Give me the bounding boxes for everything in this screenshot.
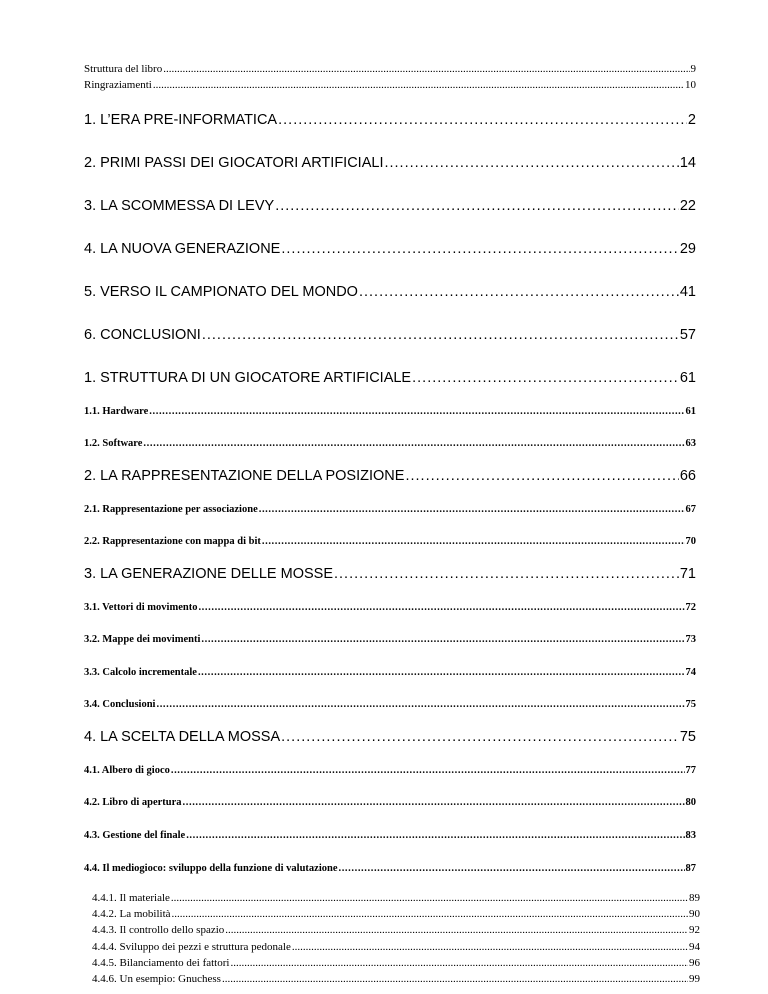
toc-subsection-entry[interactable] [88, 957, 700, 969]
toc-entry-title: 4.1. Albero di gioco [84, 765, 170, 776]
toc-subsection-entry[interactable] [88, 908, 700, 920]
toc-entry-page-number: 90 [689, 908, 700, 920]
toc-chapter-entry[interactable] [84, 729, 696, 745]
toc-front-entry[interactable] [84, 63, 696, 75]
toc-subsection-entry[interactable] [88, 924, 700, 936]
toc-entry-title: 2. PRIMI PASSI DEI GIOCATORI ARTIFICIALI [84, 155, 384, 171]
toc-section-entry[interactable] [84, 438, 696, 449]
toc-entry-title: 3.4. Conclusioni [84, 699, 156, 710]
toc-entry-page-number: 29 [679, 241, 696, 257]
toc-entry-page-number: 89 [689, 892, 700, 904]
toc-dot-leader [222, 973, 688, 985]
toc-dot-leader [163, 63, 689, 75]
toc-dot-leader [334, 566, 679, 582]
toc-entry-page-number: 87 [685, 863, 696, 874]
toc-entry-page-number: 14 [679, 155, 696, 171]
toc-entry-page-number: 83 [685, 830, 696, 841]
toc-dot-leader [281, 241, 679, 257]
toc-chapter-entry[interactable] [84, 566, 696, 582]
toc-dot-leader [225, 924, 688, 936]
toc-entry-title: 4.4.4. Sviluppo dei pezzi e struttura pedonale [92, 941, 291, 953]
toc-dot-leader [292, 941, 688, 953]
toc-entry-title: Ringraziamenti [84, 79, 152, 91]
toc-subsection-entry[interactable] [88, 941, 700, 953]
toc-section-entry[interactable] [84, 536, 696, 547]
toc-dot-leader [153, 79, 684, 91]
toc-section-entry[interactable] [84, 830, 696, 841]
toc-dot-leader [171, 892, 688, 904]
toc-entry-title: 3. LA SCOMMESSA DI LEVY [84, 198, 275, 214]
toc-entry-title: 2. LA RAPPRESENTAZIONE DELLA POSIZIONE [84, 468, 405, 484]
toc-subsection-entry[interactable] [88, 892, 700, 904]
toc-dot-leader [412, 370, 679, 386]
toc-entry-page-number: 71 [679, 566, 696, 582]
toc-dot-leader [405, 468, 678, 484]
toc-front-entry[interactable] [84, 79, 696, 91]
toc-dot-leader [198, 667, 685, 678]
toc-entry-title: 4.4.3. Il controllo dello spazio [92, 924, 225, 936]
toc-chapter-entry[interactable] [84, 112, 696, 128]
toc-dot-leader [278, 112, 687, 128]
toc-entry-title: 4.4.1. Il materiale [92, 892, 170, 904]
toc-dot-leader [156, 699, 684, 710]
toc-entry-title: 1.2. Software [84, 438, 143, 449]
toc-entry-title: 2.1. Rappresentazione per associazione [84, 504, 258, 515]
toc-section-entry[interactable] [84, 602, 696, 613]
toc-entry-title: 3.3. Calcolo incrementale [84, 667, 197, 678]
toc-entry-title: 1. L’ERA PRE-INFORMATICA [84, 112, 278, 128]
toc-entry-title: 6. CONCLUSIONI [84, 327, 201, 343]
toc-section-entry[interactable] [84, 667, 696, 678]
toc-section-entry[interactable] [84, 406, 696, 417]
toc-entry-page-number: 74 [685, 667, 696, 678]
toc-entry-page-number: 61 [679, 370, 696, 386]
toc-subsection-entry[interactable] [88, 973, 700, 985]
toc-dot-leader [259, 504, 685, 515]
toc-entry-title: 3.1. Vettori di movimento [84, 602, 198, 613]
toc-chapter-entry[interactable] [84, 284, 696, 300]
toc-entry-page-number: 66 [679, 468, 696, 484]
toc-entry-page-number: 9 [690, 63, 696, 75]
toc-dot-leader [198, 602, 684, 613]
toc-entry-title: 4.2. Libro di apertura [84, 797, 182, 808]
toc-entry-page-number: 94 [689, 941, 700, 953]
toc-entry-title: 4.4.2. La mobilità [92, 908, 171, 920]
toc-dot-leader [338, 863, 684, 874]
toc-entry-page-number: 2 [687, 112, 696, 128]
toc-entry-title: 1. STRUTTURA DI UN GIOCATORE ARTIFICIALE [84, 370, 412, 386]
toc-entry-title: 4.4.5. Bilanciamento dei fattori [92, 957, 230, 969]
toc-entry-page-number: 63 [685, 438, 696, 449]
toc-dot-leader [202, 327, 679, 343]
toc-entry-page-number: 99 [689, 973, 700, 985]
toc-dot-leader [275, 198, 679, 214]
toc-entry-page-number: 80 [685, 797, 696, 808]
toc-dot-leader [359, 284, 679, 300]
toc-entry-page-number: 75 [685, 699, 696, 710]
toc-dot-leader [281, 729, 679, 745]
toc-entry-page-number: 75 [679, 729, 696, 745]
toc-dot-leader [230, 957, 688, 969]
toc-entry-title: Struttura del libro [84, 63, 163, 75]
toc-entry-page-number: 70 [685, 536, 696, 547]
toc-entry-page-number: 61 [685, 406, 696, 417]
toc-entry-title: 4.4.6. Un esempio: Gnuchess [92, 973, 221, 985]
toc-section-entry[interactable] [84, 634, 696, 645]
toc-entry-page-number: 57 [679, 327, 696, 343]
toc-dot-leader [384, 155, 678, 171]
toc-dot-leader [183, 797, 685, 808]
toc-entry-page-number: 67 [685, 504, 696, 515]
toc-entry-title: 4.4. Il mediogioco: sviluppo della funzione di valutazione [84, 863, 338, 874]
toc-entry-title: 2.2. Rappresentazione con mappa di bit [84, 536, 261, 547]
toc-entry-page-number: 96 [689, 957, 700, 969]
toc-dot-leader [149, 406, 684, 417]
toc-chapter-entry[interactable] [84, 370, 696, 386]
toc-entry-title: 4.3. Gestione del finale [84, 830, 186, 841]
toc-entry-title: 3. LA GENERAZIONE DELLE MOSSE [84, 566, 333, 582]
toc-entry-page-number: 77 [685, 765, 696, 776]
toc-section-entry[interactable] [84, 504, 696, 515]
toc-entry-page-number: 72 [685, 602, 696, 613]
toc-entry-title: 4. LA NUOVA GENERAZIONE [84, 241, 281, 257]
toc-entry-page-number: 41 [679, 284, 696, 300]
toc-dot-leader [186, 830, 684, 841]
toc-dot-leader [171, 765, 685, 776]
toc-entry-page-number: 10 [685, 79, 696, 91]
toc-entry-page-number: 92 [689, 924, 700, 936]
toc-entry-page-number: 22 [679, 198, 696, 214]
toc-section-entry[interactable] [84, 797, 696, 808]
toc-entry-page-number: 73 [685, 634, 696, 645]
toc-entry-title: 4. LA SCELTA DELLA MOSSA [84, 729, 281, 745]
toc-entry-title: 5. VERSO IL CAMPIONATO DEL MONDO [84, 284, 358, 300]
toc-section-entry[interactable] [84, 699, 696, 710]
toc-dot-leader [143, 438, 684, 449]
toc-entry-title: 1.1. Hardware [84, 406, 149, 417]
toc-dot-leader [172, 908, 688, 920]
toc-chapter-entry[interactable] [84, 327, 696, 343]
toc-entry-title: 3.2. Mappe dei movimenti [84, 634, 201, 645]
toc-dot-leader [201, 634, 684, 645]
toc-chapter-entry[interactable] [84, 155, 696, 171]
toc-dot-leader [262, 536, 685, 547]
toc-section-entry[interactable] [84, 765, 696, 776]
toc-section-entry[interactable] [84, 863, 696, 874]
toc-chapter-entry[interactable] [84, 468, 696, 484]
toc-chapter-entry[interactable] [84, 198, 696, 214]
toc-chapter-entry[interactable] [84, 241, 696, 257]
